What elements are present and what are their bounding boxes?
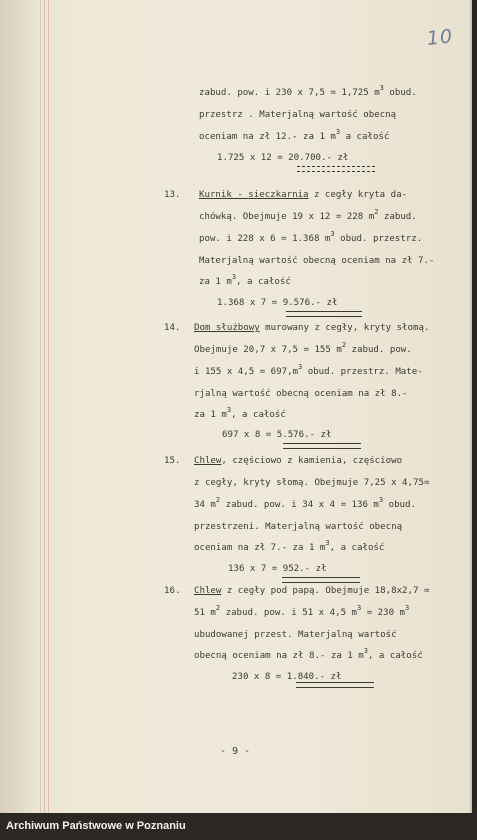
item-title: Dom służbowy — [194, 323, 260, 333]
total-line: 230 x 8 = 1.840.- zł — [232, 672, 342, 682]
text-line: przestrz . Materjalną wartość obecną — [199, 110, 397, 120]
text-line: rjalną wartość obecną oceniam na zł 8.- — [194, 389, 408, 399]
text-line: Chlew, częściowo z kamienia, częściowo — [194, 456, 403, 466]
text-line: Kurnik - sieczkarnia z cegły kryta da- — [199, 190, 408, 200]
item-title: Chlew — [194, 586, 222, 596]
total-line: 1.725 x 12 = 20.700.- zł — [217, 153, 349, 163]
archive-name: Archiwum Państwowe w Poznaniu — [6, 820, 186, 832]
text-line: Chlew z cegły pod papą. Obejmuje 18,8x2,7 = — [194, 586, 430, 596]
total-line: 136 x 7 = 952.- zł — [228, 564, 327, 574]
double-underline — [286, 311, 362, 317]
text-line: za 1 $m^3$, a całość — [199, 272, 291, 287]
item-number: 16. — [164, 586, 181, 596]
text-line: 34 $m^2$ zabud. pow. i 34 x 4 = 136 $m^3$ obud. — [194, 495, 416, 510]
text-line: Dom służbowy murowany z cegły, kryty słomą. — [194, 323, 430, 333]
double-underline — [296, 682, 374, 688]
text-line: ubudowanej przest. Materjalną wartość — [194, 630, 397, 640]
text-line: pow. i 228 x 6 = 1.368 $m^3$ obud. przestrz. — [199, 229, 423, 244]
item-title: Chlew — [194, 456, 222, 466]
total-line: 697 x 8 = 5.576.- zł — [222, 430, 332, 440]
text-line: Obejmuje 20,7 x 7,5 = 155 $m^2$ zabud. pow. — [194, 340, 412, 355]
text-line: obecną oceniam na zł 8.- za 1 $m^3$, a całość — [194, 646, 423, 661]
item-number: 14. — [164, 323, 181, 333]
page-number: - 9 - — [219, 746, 251, 757]
text-line: chówką. Obejmuje 19 x 12 = 228 $m^2$ zabud. — [199, 207, 417, 222]
text-line: zabud. pow. i 230 x 7,5 = 1,725 $m^3$ obud. — [199, 83, 417, 98]
text-line: przestrzeni. Materjalną wartość obecną — [194, 522, 403, 532]
text-line: i 155 x $4,5 = 697,m^3$ obud. przestrz. Mate- — [194, 362, 423, 377]
text-line: 51 $m^2$ zabud. pow. i 51 x 4,5 $m^3 = 230$ $m^3$ — [194, 603, 410, 618]
archive-footer-bar — [0, 813, 477, 840]
text-line: za 1 $m^3$, a całość — [194, 405, 286, 420]
text-line: z cegły, kryty słomą. Obejmuje 7,25 x 4,75= — [194, 478, 430, 488]
item-title: Kurnik - sieczkarnia — [199, 190, 309, 200]
item-number: 13. — [164, 190, 181, 200]
foliation-mark: 10 — [425, 25, 455, 50]
text-line: oceniam na zł 12.- za 1 $m^3$ a całość — [199, 127, 390, 142]
double-underline — [283, 443, 361, 449]
item-number: 15. — [164, 456, 181, 466]
double-underline — [297, 166, 375, 172]
text-line: Materjalną wartość obecną oceniam na zł 7.- — [199, 256, 435, 266]
total-line: 1.368 x 7 = 9.576.- zł — [217, 298, 338, 308]
text-line: oceniam na zł 7.- za 1 $m^3$, a całość — [194, 538, 385, 553]
